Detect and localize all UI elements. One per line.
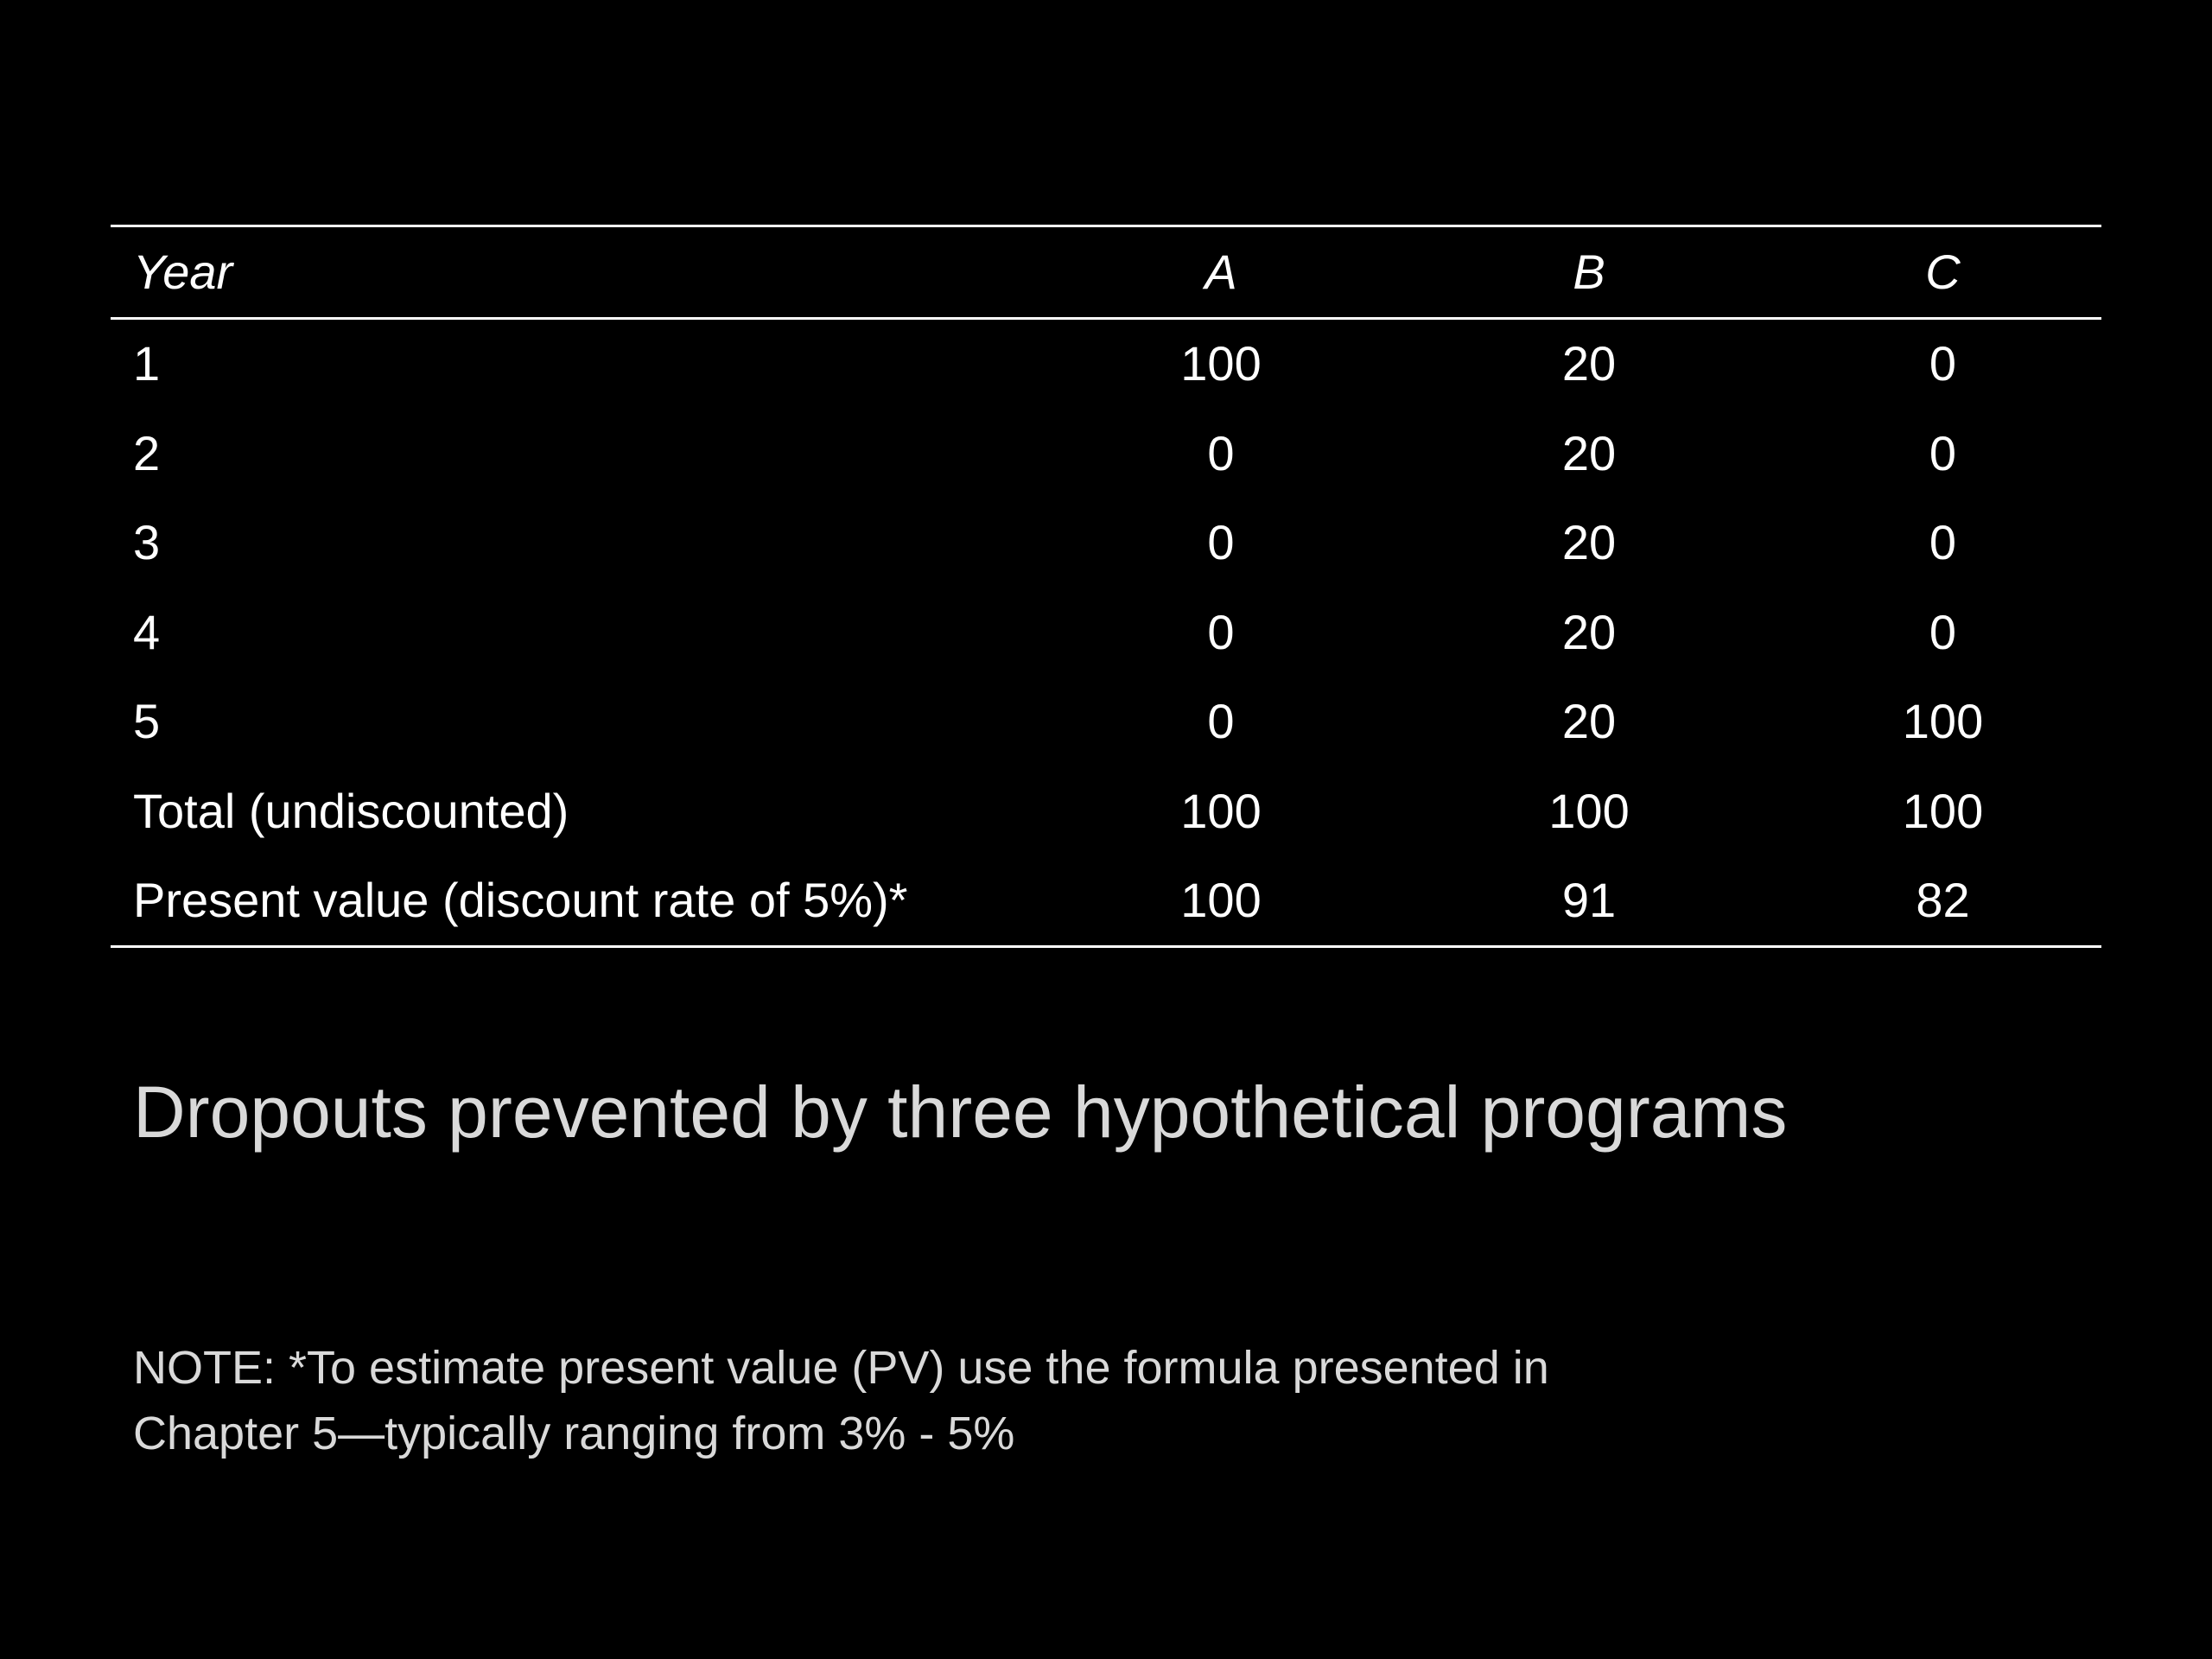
table-row: [111, 409, 2101, 499]
row-label: 5: [133, 694, 161, 749]
table-row: [111, 499, 2101, 588]
header-program-b: B: [1573, 244, 1605, 299]
cell-c: 100: [1902, 694, 1984, 749]
table-header-row: [111, 226, 2101, 319]
cell-a: 100: [1180, 873, 1262, 928]
cell-c: 0: [1929, 425, 1957, 480]
cell-c: 0: [1929, 336, 1957, 391]
cell-c: 0: [1929, 515, 1957, 570]
footnote-line-2: Chapter 5—typically ranging from 3% - 5%: [133, 1408, 1015, 1459]
cell-a: 0: [1207, 515, 1235, 570]
row-label: Present value (discount rate of 5%)*: [133, 873, 908, 928]
cell-a: 100: [1180, 336, 1262, 391]
cell-c: 100: [1902, 783, 1984, 838]
table-row: [111, 677, 2101, 767]
row-label: 3: [133, 515, 161, 570]
header-program-a: A: [1205, 244, 1237, 299]
cell-a: 0: [1207, 425, 1235, 480]
cell-b: 20: [1561, 604, 1617, 659]
cell-c: 0: [1929, 604, 1957, 659]
cell-b: 20: [1561, 694, 1617, 749]
cell-c: 82: [1916, 873, 1970, 928]
header-year: Year: [133, 244, 233, 299]
header-program-c: C: [1925, 244, 1961, 299]
row-label: 2: [133, 425, 161, 480]
table-row-present-value: [111, 856, 2101, 947]
footnote-line-1: NOTE: *To estimate present value (PV) use the formula presented in: [133, 1342, 1549, 1394]
cell-a: 0: [1207, 604, 1235, 659]
cell-b: 20: [1561, 515, 1617, 570]
cell-b: 91: [1561, 873, 1617, 928]
table-row: [111, 588, 2101, 677]
cell-b: 100: [1548, 783, 1630, 838]
cell-a: 100: [1180, 783, 1262, 838]
row-label: 1: [133, 336, 161, 391]
footnote: [133, 1335, 1549, 1466]
dropouts-table: [111, 225, 2101, 948]
cell-a: 0: [1207, 694, 1235, 749]
slide-title: Dropouts prevented by three hypothetical programs: [133, 1071, 1788, 1153]
row-label: 4: [133, 604, 161, 659]
cell-b: 20: [1561, 425, 1617, 480]
cell-b: 20: [1561, 336, 1617, 391]
table-row-total: [111, 766, 2101, 856]
table-row: [111, 318, 2101, 409]
row-label: Total (undiscounted): [133, 783, 569, 838]
